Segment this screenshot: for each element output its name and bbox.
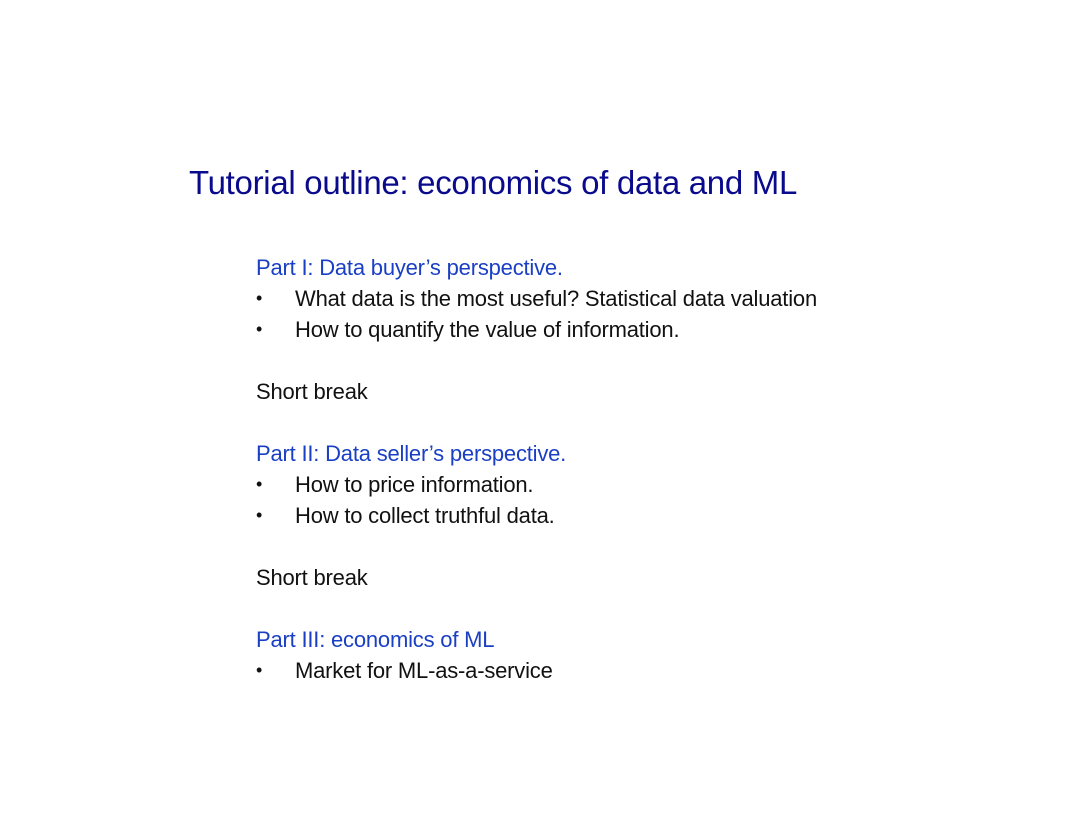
part-2-bullets (256, 469, 1016, 531)
list-item (256, 500, 1016, 531)
list-item (256, 655, 1016, 686)
list-item (256, 283, 1016, 314)
part-3-bullets (256, 655, 1016, 686)
outline-body (256, 252, 1016, 686)
bullet-icon: • (256, 474, 263, 494)
list-item (256, 314, 1016, 345)
list-item (256, 469, 1016, 500)
break-label-1: Short break (256, 379, 368, 404)
bullet-icon: • (256, 505, 263, 525)
bullet-text: How to price information. (295, 472, 534, 497)
bullet-text: Market for ML-as-a-service (295, 658, 553, 683)
spacer (256, 345, 1016, 376)
bullet-icon: • (256, 660, 263, 680)
slide-title: Tutorial outline: economics of data and ML (189, 164, 798, 201)
spacer (256, 407, 1016, 438)
bullet-icon: • (256, 288, 263, 308)
bullet-icon: • (256, 319, 263, 339)
part-3-heading: Part III: economics of ML (256, 627, 495, 652)
bullet-text: How to quantify the value of information. (295, 317, 680, 342)
part-1-bullets (256, 283, 1016, 345)
spacer (256, 531, 1016, 562)
bullet-text: How to collect truthful data. (295, 503, 555, 528)
bullet-text: What data is the most useful? Statistical data valuation (295, 286, 817, 311)
break-label-2: Short break (256, 565, 368, 590)
part-1-heading: Part I: Data buyer’s perspective. (256, 255, 563, 280)
spacer (256, 593, 1016, 624)
part-2-heading: Part II: Data seller’s perspective. (256, 441, 567, 466)
